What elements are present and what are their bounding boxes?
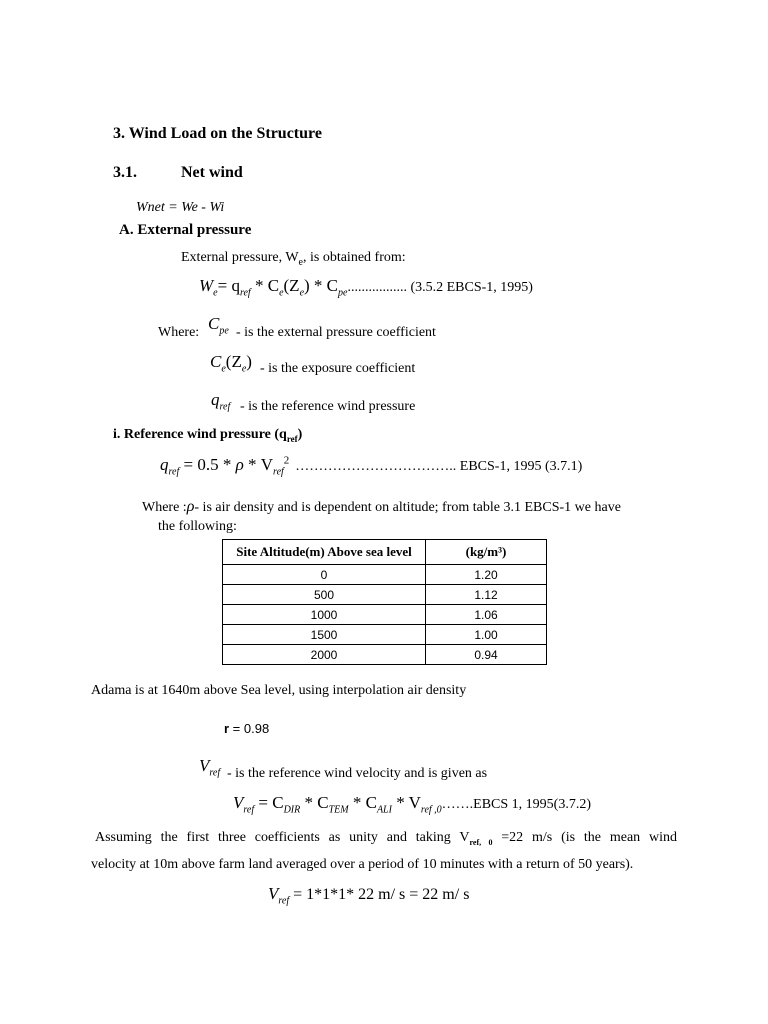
vref-symbol: $V_{ref}$ <box>199 756 221 779</box>
cpe-description: - is the external pressure coefficient <box>236 325 436 340</box>
table-cell: 1.06 <box>426 605 547 625</box>
air-density-table <box>222 539 547 665</box>
net-wind-formula: Wnet = We - Wi <box>136 200 225 215</box>
eq3-reference: …….EBCS 1, 1995(3.7.2) <box>441 797 592 812</box>
table-header-altitude: Site Altitude(m) Above sea level <box>223 540 426 565</box>
eq2-reference: …………………………….. EBCS-1, 1995 (3.7.1) <box>295 458 583 474</box>
assumption-line1: Assuming the first three coefficients as unity and taking $V_{ref, 0} =22$ m/s (is the mean wind <box>95 830 678 847</box>
qref-symbol: $q_{ref}$ <box>211 390 231 413</box>
adama-altitude-text: Adama is at 1640m above Sea level, using interpolation air density <box>91 683 467 698</box>
table-cell: 1.00 <box>426 625 547 645</box>
exposure-coefficient-symbol: $C_e(Z_e)$ <box>210 352 252 375</box>
equation-external-pressure <box>199 276 533 298</box>
equation-reference-velocity <box>233 793 591 815</box>
vref-description: - is the reference wind velocity and is given as <box>227 766 488 781</box>
part-a-heading: A. External pressure <box>119 222 252 238</box>
assumption-line2: velocity at 10m above farm land averaged over a period of 10 minutes with a return of 50 years). <box>91 857 634 872</box>
table-row <box>223 605 547 625</box>
eq1-lhs: $W_e= q_{ref} * C_e(Z_e) * C_{pe}$ <box>199 276 348 299</box>
reference-wind-pressure-heading: i. Reference wind pressure $(q_{ref})$ <box>113 427 303 444</box>
external-intro-suffix: , is obtained from: <box>302 250 406 265</box>
qref-description: - is the reference wind pressure <box>240 399 416 414</box>
table-row <box>223 565 547 585</box>
equation-reference-wind-pressure <box>160 454 582 477</box>
table-header-density: (kg/m³) <box>426 540 547 565</box>
air-density-result: r = 0.98 <box>224 721 270 736</box>
table-row <box>223 625 547 645</box>
eq2-expression: $q_{ref} = 0.5 * \rho * V_{ref}^2$ <box>160 454 290 478</box>
subsection-number: 3.1. <box>113 164 137 181</box>
table-cell: 0.94 <box>426 645 547 665</box>
external-intro <box>181 250 406 268</box>
table-cell: 500 <box>223 585 426 605</box>
subsection-title: Net wind <box>181 164 243 181</box>
external-intro-sub: e <box>298 256 303 268</box>
eq3-expression: $V_{ref} = C_{DIR} * C_{TEM} * C_{ALI} * V_{ref ,0}$ <box>233 793 442 816</box>
external-intro-prefix: External pressure, W <box>181 250 299 265</box>
where-rho-line2: the following: <box>158 519 237 534</box>
exposure-coefficient-description: - is the exposure coefficient <box>260 361 416 376</box>
table-cell: 1.20 <box>426 565 547 585</box>
table-header-row <box>223 540 547 565</box>
where-rho-line1: Where :ρ- is air density and is dependent on altitude; from table 3.1 EBCS-1 we have <box>142 498 621 515</box>
eq1-reference: ................. (3.5.2 EBCS-1, 1995) <box>347 280 533 295</box>
where-label: Where: <box>158 325 200 340</box>
equation-vref-result: $V_{ref} = 1*1*1*$ 22 m/ s = 22 m/ s <box>268 884 470 907</box>
table-cell: 0 <box>223 565 426 585</box>
table-row <box>223 645 547 665</box>
section-heading: 3. Wind Load on the Structure <box>113 125 322 142</box>
table-cell: 2000 <box>223 645 426 665</box>
table-cell: 1500 <box>223 625 426 645</box>
table-cell: 1.12 <box>426 585 547 605</box>
table-row <box>223 585 547 605</box>
cpe-symbol: $C_{pe}$ <box>208 314 229 337</box>
table-cell: 1000 <box>223 605 426 625</box>
